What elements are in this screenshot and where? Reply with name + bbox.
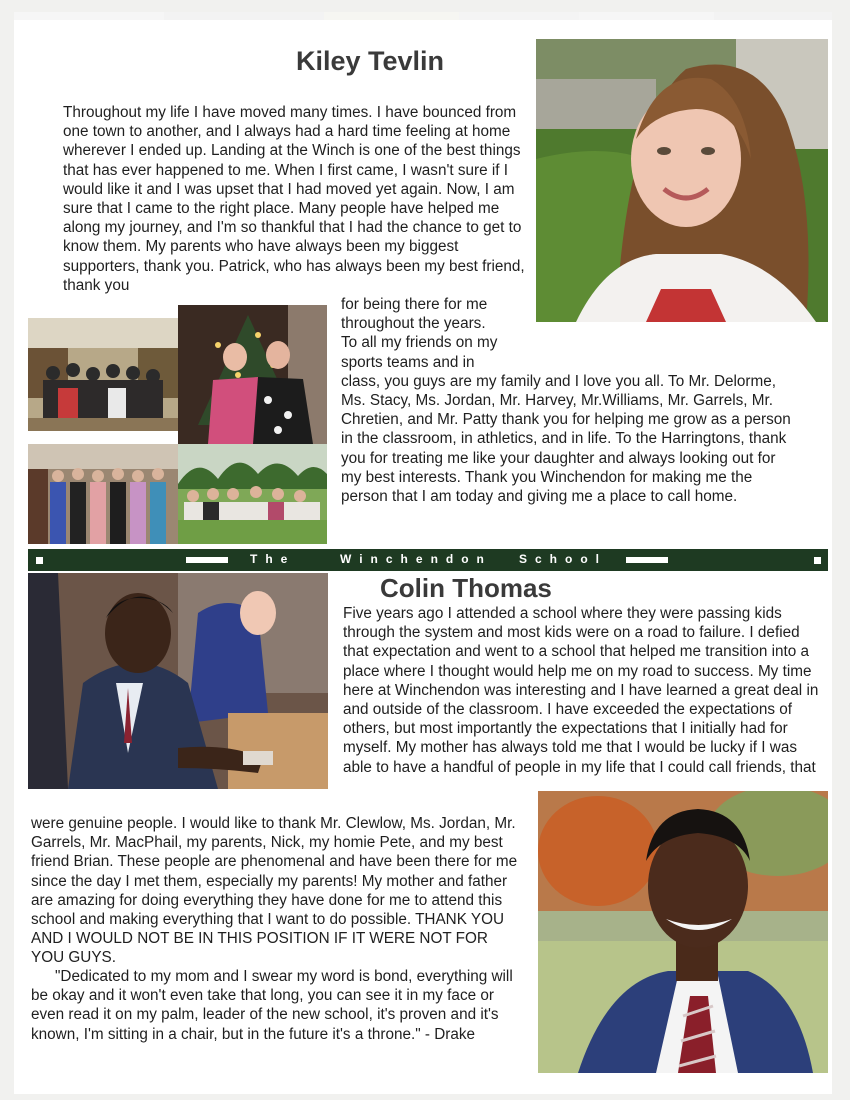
collage-photo-group-room [28,318,178,431]
top-edge-strip [14,12,832,20]
banner-bar-right [626,557,668,563]
collage-photo-outdoor-group [178,444,327,544]
banner-word-school: School [519,552,608,566]
student-name-colin: Colin Thomas [380,573,552,603]
banner-word-winchendon: Winchendon [340,552,492,566]
banner-square-right [814,557,821,564]
banner-square-left [36,557,43,564]
kiley-paragraph-top: Throughout my life I have moved many times. I have bounced from one town to another, and I always had a hard time feeling at home wherever I ended up. Landing at the Winch is one of the best things that has ever happened to me. When I first came, I wasn't sure if I would like it and I was upset that I had moved yet again. Now, I am sure that I came to the right place. Many people have helped me along my journey, and I'm so thankful that I had the chance to get to know them. My parents who have always been my biggest supporters, thank you. Patrick, who has always been my best friend, thank you [63,104,525,294]
school-banner [28,549,828,571]
yearbook-page [14,12,832,1094]
portrait-photo-kiley [536,39,828,322]
classroom-photo-colin [28,573,328,789]
student-name-kiley: Kiley Tevlin [296,46,445,76]
kiley-paragraph-bottom: for being there for me throughout the years. To all my friends on my sports teams and in class, you guys are my family and I love you all. To Mr. Delorme, Ms. Stacy, Ms. Jordan, Mr. Harvey, Mr.Williams, Mr. Garrels, Mr. Chretien, and Mr. Patty thank you for helping me grow as a person in the classroom, in athletics, and in life. To the Harringtons, thank you for treating me like your daughter and always looking out for my best interests. Thank you Winchendon for making me the person that I am today and giving me a place to call home. [341,295,798,506]
banner-word-the: The [250,552,296,566]
banner-bar-left [186,557,228,563]
kiley-text-wrap-spacer [503,295,798,353]
colin-paragraph-bottom: were genuine people. I would like to thank Mr. Clewlow, Ms. Jordan, Mr. Garrels, Mr. MacPhail, my parents, Nick, my homie Pete, and my best friend Brian. These people are phenomenal and have been there for me since the day I met them, especially my parents! My mother and father are amazing for doing everything they have done for me to attend this school and making everything that I want to do possible. THANK YOU AND I WOULD NOT BE IN THIS POSITION IF IT WERE NOT FOR YOU GUYS. [31,815,518,967]
colin-quote-drake: "Dedicated to my mom and I swear my word is bond, everything will be okay and it won't even take that long, you can see it in my face or even read it on my palm, leader of the new school, it's proven and it's known, I'm sitting in a chair, but in the future it's a throne." - Drake [31,968,513,1043]
collage-photo-formal-group [28,444,178,544]
colin-paragraph-top: Five years ago I attended a school where they were passing kids through the system and most kids were on a road to failure. I defied that expectation and went to a school that helped me transition into a place where I thought would help me on my road to success. My time here at Winchendon was interesting and I have learned a great deal in and outside of the classroom. I have exceeded the expectations of others, but most importantly the expectations that I initially had for myself. My mother has always told me that I would be lucky if I was able to have a handful of people in my life that I could call friends, that [343,605,819,776]
portrait-photo-colin [538,791,828,1073]
collage-photo-two-girls [178,305,327,444]
